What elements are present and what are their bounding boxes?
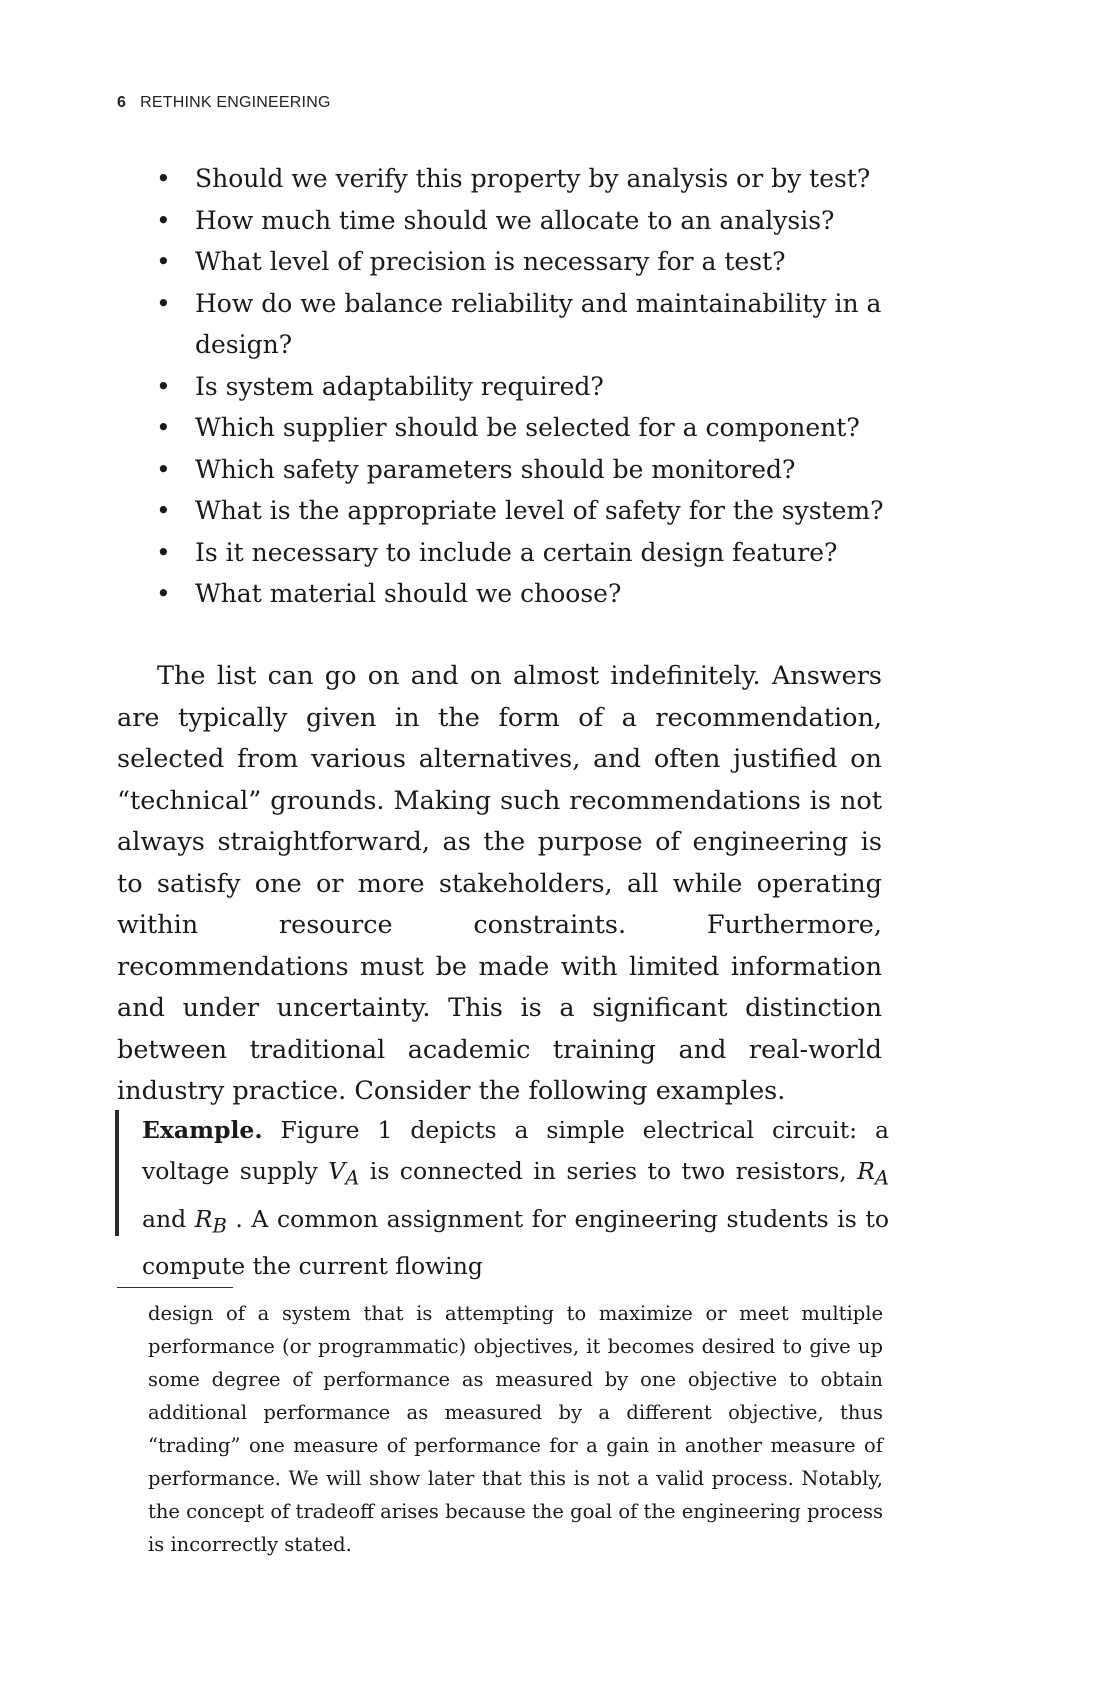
example-text [119, 1110, 889, 1287]
variable-va [328, 1157, 360, 1190]
running-title: RETHINK ENGINEERING [140, 94, 331, 111]
list-item: • What is the appropriate level of safety for the system? [117, 490, 887, 532]
question-list [117, 158, 887, 615]
example-lead: Example. [142, 1116, 263, 1144]
list-item: • Which safety parameters should be monitored? [117, 449, 887, 491]
list-item: • Should we verify this property by analysis or by test? [117, 158, 887, 200]
footnote-text: design of a system that is attempting to maximize or meet multiple performance (or programmatic) objectives, it becomes desired to give up some degree of performance as measured by one objective to obtain additional performance as measured by a different objective, thus “trading” one measure of performance for a gain in another measure of performance. We will show later that this is not a valid process. Notably, the concept of tradeoff arises because the goal of the engineering process is incorrectly stated. [148, 1302, 883, 1556]
example-text-part: Figure 1 depicts a simple electrical circuit: a voltage supply [142, 1116, 889, 1185]
list-item: • What material should we choose? [117, 573, 887, 615]
footnote-divider [117, 1287, 233, 1288]
list-item: • How much time should we allocate to an analysis? [117, 200, 887, 242]
variable-base: R [194, 1204, 213, 1233]
list-item: • What level of precision is necessary for a test? [117, 241, 887, 283]
variable-subscript: A [345, 1166, 360, 1190]
variable-subscript: A [874, 1166, 889, 1190]
list-item: • How do we balance reliability and maintainability in a design? [117, 283, 887, 366]
body-paragraph: The list can go on and on almost indefinitely. Answers are typically given in the form of a recommendation, selected from various alternatives, and often justified on “technical” grounds. Making such recommendations is not always straightforward, as the purpose of engineering is to satisfy one or more stakeholders, all while operating within resource constraints. Furthermore, recommendations must be made with limited information and under uncertainty. This is a significant distinction between traditional academic training and real-world industry practice. Consider the following examples. [117, 661, 882, 1106]
example-text-part: . A common assignment for engineering students is to compute the current flowing [142, 1204, 889, 1281]
example-text-part: is connected in series to two resistors, [359, 1157, 858, 1185]
variable-base: V [328, 1157, 346, 1185]
list-item: • Which supplier should be selected for a component? [117, 407, 887, 449]
variable-ra [857, 1157, 889, 1190]
example-text-part: and [142, 1204, 195, 1233]
running-head [117, 94, 331, 112]
page-number: 6 [117, 94, 127, 111]
example-block [115, 1110, 889, 1281]
variable-subscript: B [212, 1214, 227, 1238]
variable-base: R [857, 1157, 875, 1185]
list-item: • Is system adaptability required? [117, 366, 887, 408]
list-item: • Is it necessary to include a certain design feature? [117, 532, 887, 574]
variable-rb [194, 1204, 227, 1238]
